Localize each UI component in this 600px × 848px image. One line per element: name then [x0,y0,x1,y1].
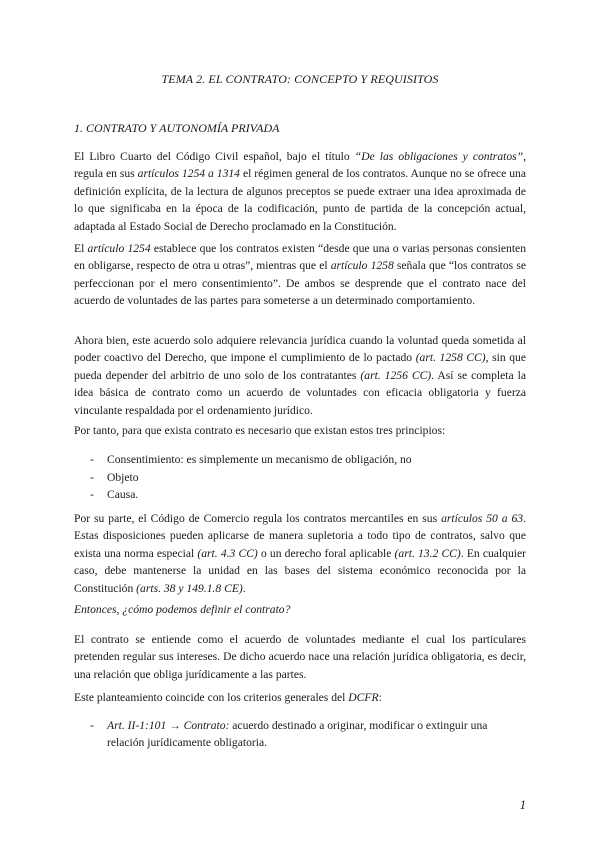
paragraph-tres-principios: Por tanto, para que exista contrato es necesario que existan estos tres principios: [74,424,446,437]
page-number: 1 [519,798,526,812]
text-run: . [242,581,246,595]
emphasis-text: artículo 1258 [330,259,394,273]
emphasis-text: artículo 1254 [87,242,151,255]
emphasis-text: Art. II-1:101 → Contrato: [107,719,230,732]
paragraph-relevancia-juridica [74,332,526,419]
list-dash: - [90,719,94,732]
list-dash: - [90,470,94,484]
text-run: establece que los contratos existen “desde que una o varias personas consienten en obligarse, respecto de otra u otras”, mientras que el [74,242,527,273]
dcfr-list [90,717,526,752]
paragraph-codigo-comercio [74,510,526,597]
text-run: , sin que pueda depender del arbitrio de uno solo de los contratantes [74,351,526,382]
text-run: Por su parte, el Código de Comercio regula los contratos mercantiles en sus [74,512,442,525]
list-item [90,451,412,469]
text-run: Este planteamiento coincide con los criterios generales del [74,691,349,704]
emphasis-text: (art. 13.2 CC) [394,546,461,560]
list-item [90,486,412,504]
list-dash: - [90,488,94,501]
principles-list [90,451,412,504]
paragraph-articulo-1254 [74,240,526,310]
text-run: , regula en sus [74,150,526,181]
list-item-text: acuerdo destinado a originar, modificar o extinguir una relación jurídicamente obligatoria. [107,719,488,750]
list-dash: - [90,453,94,466]
text-run: El Libro Cuarto del Código Civil español, bajo el título [74,150,355,163]
text-run: señala que “los contratos se perfeccionan por el mero consentimiento”. De ambos se desprende que el contrato nace del acuerdo de voluntades de las partes para someterse a un determinado comportamiento. [74,259,526,308]
list-item [90,717,526,752]
paragraph-dcfr [74,689,526,706]
text-run: : [378,691,382,704]
text-run: el régimen general de los contratos. Aunque no se ofrece una definición explícita, de la lectura de algunos preceptos se puede extraer una idea aproximada de lo que significaba en la época de la codificación, punto de partida de la concepción actual, adaptada al Estado Social de Derecho proclamado en la Constitución. [74,167,526,233]
paragraph-libro-cuarto [74,148,526,235]
emphasis-text: (art. 1258 CC) [415,351,486,365]
emphasis-text: artículos 50 a 63 [441,512,524,525]
text-run: Ahora bien, este acuerdo solo adquiere relevancia jurídica cuando la voluntad queda sometida al poder coactivo del Derecho, que impone el cumplimiento de lo pactado [74,334,526,365]
list-item-text: Consentimiento: es simplemente un mecanismo de obligación, no [107,453,412,466]
list-item-text: Causa. [107,488,139,501]
text-run: . En cualquier caso, debe mantenerse la unidad en las bases del sistema económico reconocida por la Constitución [74,546,526,595]
emphasis-text: DCFR [348,691,379,704]
list-item [90,469,412,487]
text-run: . Así se completa la idea básica de contrato como un acuerdo de voluntades con eficacia obligatoria y fuerza vinculante respaldada por el ordenamiento jurídico. [74,368,526,417]
emphasis-text: (art. 1256 CC) [360,368,432,382]
emphasis-text: (arts. 38 y 149.1.8 CE) [136,581,243,595]
question-heading: Entonces, ¿cómo podemos definir el contrato? [74,603,291,616]
text-run: . Estas disposiciones pueden aplicarse de manera supletoria a todo tipo de contratos, salvo que exista una norma especial [74,512,526,560]
text-run: El [74,242,88,255]
section-heading: 1. CONTRATO Y AUTONOMÍA PRIVADA [74,121,280,135]
list-item-text: Objeto [107,470,139,484]
emphasis-text: (art. 4.3 CC) [197,546,258,560]
text-run: o un derecho foral aplicable [257,546,395,560]
paragraph-definicion-contrato: El contrato se entiende como el acuerdo de voluntades mediante el cual los particulares pretenden regular sus intereses. De dicho acuerdo nace una relación jurídica obligatoria, es decir, una relación que obliga jurídicamente a las partes. [74,633,526,681]
document-title: TEMA 2. EL CONTRATO: CONCEPTO Y REQUISITOS [161,72,439,86]
emphasis-text: “De las obligaciones y contratos” [354,150,524,163]
emphasis-text: artículos 1254 a 1314 [137,167,240,181]
